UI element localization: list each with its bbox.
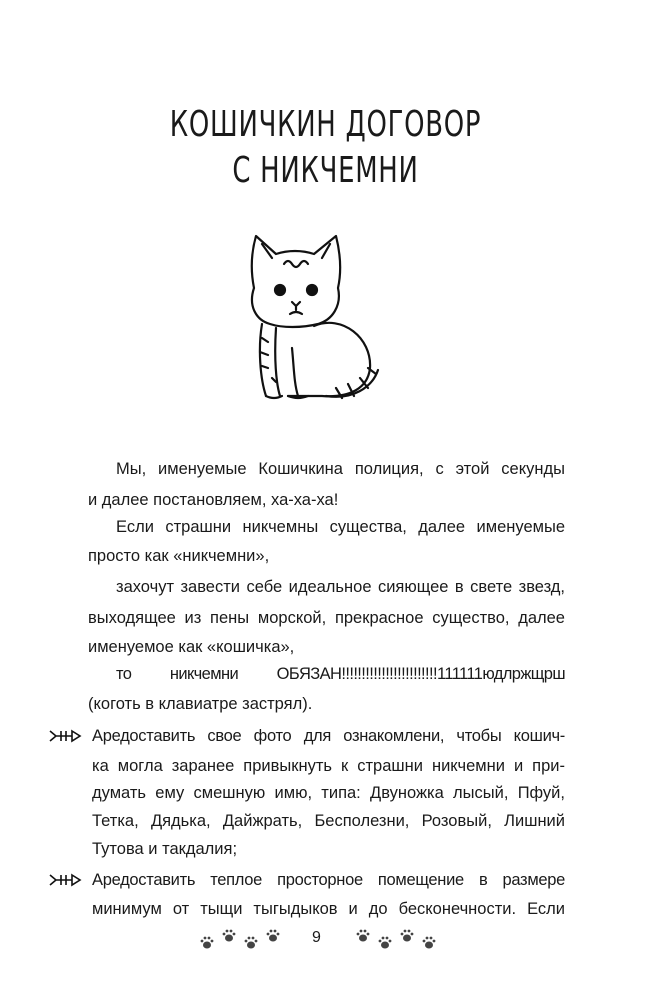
text-line: Тутова и такдалия; <box>92 840 238 858</box>
text-line: и далее постановляем, ха-ха-ха! <box>88 491 339 509</box>
text-line: выходящее из пены морской, прекрасное существо, далее <box>88 609 565 627</box>
paw-icon <box>378 936 392 950</box>
fish-bone-icon <box>48 729 84 743</box>
paw-icon <box>400 929 414 943</box>
text-line: ка могла заранее привыкнуть к страшни никчемни и при- <box>92 757 565 775</box>
text-line: захочут завести себе идеальное сияющее в свете звезд, <box>116 578 565 596</box>
page-number: 9 <box>312 929 321 946</box>
text-line: думать ему смешную имю, типа: Двуножка лысый, Пфуй, <box>92 784 565 802</box>
text-line: просто как «никчемни», <box>88 547 270 565</box>
text-line: Мы, именуемые Кошичкина полиция, с этой секунды <box>116 460 565 478</box>
text-line: (коготь в клавиатре застрял). <box>88 695 313 713</box>
text-line: Аредоставить теплое просторное помещение в размере <box>92 871 565 889</box>
fish-bone-icon <box>48 873 84 887</box>
text-line: Аредоставить свое фото для ознакомлени, чтобы кошич- <box>92 727 565 745</box>
text-line: минимум от тыщи тыгыдыков и до бесконечности. Если <box>92 900 565 918</box>
paw-icon <box>356 929 370 943</box>
paw-icon <box>200 936 214 950</box>
title-line-2: С НИКЧЕМНИ <box>232 150 419 191</box>
title-line-1: КОШИЧКИН ДОГОВОР <box>169 104 482 145</box>
text-line: Тетка, Дядька, Дайжрать, Бесполезни, Розовый, Лишний <box>92 812 565 830</box>
paw-icon <box>222 929 236 943</box>
text-line: Если страшни никчемны существа, далее именуемые <box>116 518 565 536</box>
paw-icon <box>422 936 436 950</box>
text-line: то никчемни ОБЯЗАН!!!!!!!!!!!!!!!!!!!!!!!!111111юдлржщрш <box>116 665 565 683</box>
paw-icon <box>266 929 280 943</box>
paw-icon <box>244 936 258 950</box>
text-line: именуемое как «кошичка», <box>88 638 295 656</box>
cat-illustration <box>232 228 382 408</box>
